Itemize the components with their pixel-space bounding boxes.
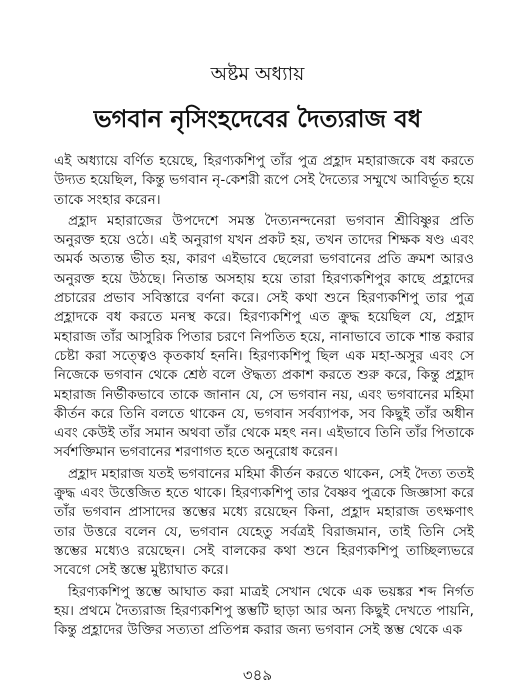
- paragraph-summary: এই অধ্যায়ে বর্ণিত হয়েছে, হিরণ্যকশিপু তাঁর পুত্র প্রহ্লাদ মহারাজকে বধ করতে উদ্যত হয়েছিল, কিন্তু ভগবান নৃ-কেশরী রূপে সেই দৈত্যের সম্মুখে আবির্ভূত হয়ে তাকে সংহার করেন।: [54, 153, 474, 208]
- chapter-heading: অষ্টম অধ্যায়: [210, 63, 305, 85]
- paragraph: প্রহ্লাদ মহারাজ যতই ভগবানের মহিমা কীর্তন করতে থাকেন, সেই দৈত্য ততই ক্রুদ্ধ এবং উত্তেজিত হতে থাকে। হিরণ্যকশিপু তার বৈষ্ণব পুত্রকে জিজ্ঞাসা করে তাঁর ভগবান প্রাসাদের স্তম্ভের মধ্যে রয়েছেন কিনা, প্রহ্লাদ মহারাজ তৎক্ষণাৎ তার উত্তরে বলেন যে, ভগবান যেহেতু সর্বত্রই বিরাজমান, তাই তিনি সেই স্তম্ভের মধ্যেও রয়েছেন। সেই বালকের কথা শুনে হিরণ্যকশিপু তাচ্ছিল্যভরে সবেগে সেই স্তম্ভে মুষ্ট্যাঘাত করে।: [54, 465, 474, 579]
- page-number: ৩৪৯: [242, 666, 273, 684]
- chapter-title: ভগবান নৃসিংহদেবের দৈত্যরাজ বধ: [93, 104, 422, 133]
- paragraph: হিরণ্যকশিপু স্তম্ভে আঘাত করা মাত্রই সেখান থেকে এক ভয়ঙ্কর শব্দ নির্গত হয়। প্রথমে দৈত্যরাজ হিরণ্যকশিপু স্তম্ভটি ছাড়া আর অন্য কিছুই দেখতে পায়নি, কিন্তু প্রহ্লাদের উক্তির সত্যতা প্রতিপন্ন করার জন্য ভগবান সেই স্তম্ভ থেকে এক: [54, 583, 474, 639]
- paragraph: প্রহ্লাদ মহারাজের উপদেশে সমস্ত দৈত্যনন্দনেরা ভগবান শ্রীবিষ্ণুর প্রতি অনুরক্ত হয়ে ওঠে। এই অনুরাগ যখন প্রকট হয়, তখন তাদের শিক্ষক ষণ্ড এবং অমর্ক অত্যন্ত ভীত হয়, কারণ এইভাবে ছেলেরা ভগবানের প্রতি ক্রমশ আরও অনুরক্ত হয়ে উঠছে। নিতান্ত অসহায় হয়ে তারা হিরণ্যকশিপুর কাছে প্রহ্লাদের প্রচারের প্রভাব সবিস্তারে বর্ণনা করে। সেই কথা শুনে হিরণ্যকশিপু তার পুত্র প্রহ্লাদকে বধ করতে মনস্থ করে। হিরণ্যকশিপু এত ক্রুদ্ধ হয়েছিল যে, প্রহ্লাদ মহারাজ তাঁর আসুরিক পিতার চরণে নিপতিত হয়ে, নানাভাবে তাকে শান্ত করার চেষ্টা করা সত্ত্বেও কৃতকার্য হননি। হিরণ্যকশিপু ছিল এক মহা-অসুর এবং সে নিজেকে ভগবান থেকে শ্রেষ্ঠ বলে ঔদ্ধত্য প্রকাশ করতে শুরু করে, কিন্তু প্রহ্লাদ মহারাজ নির্ভীকভাবে তাকে জানান যে, সে ভগবান নয়, এবং ভগবানের মহিমা কীর্তন করে তিনি বলতে থাকেন যে, ভগবান সর্বব্যাপক, সব কিছুই তাঁর অধীন এবং কেউই তাঁর সমান অথবা তাঁর থেকে মহৎ নন। এইভাবে তিনি তাঁর পিতাকে সর্বশক্তিমান ভগবানের শরণাগত হতে অনুরোধ করেন।: [54, 212, 474, 461]
- body-text: [54, 152, 474, 642]
